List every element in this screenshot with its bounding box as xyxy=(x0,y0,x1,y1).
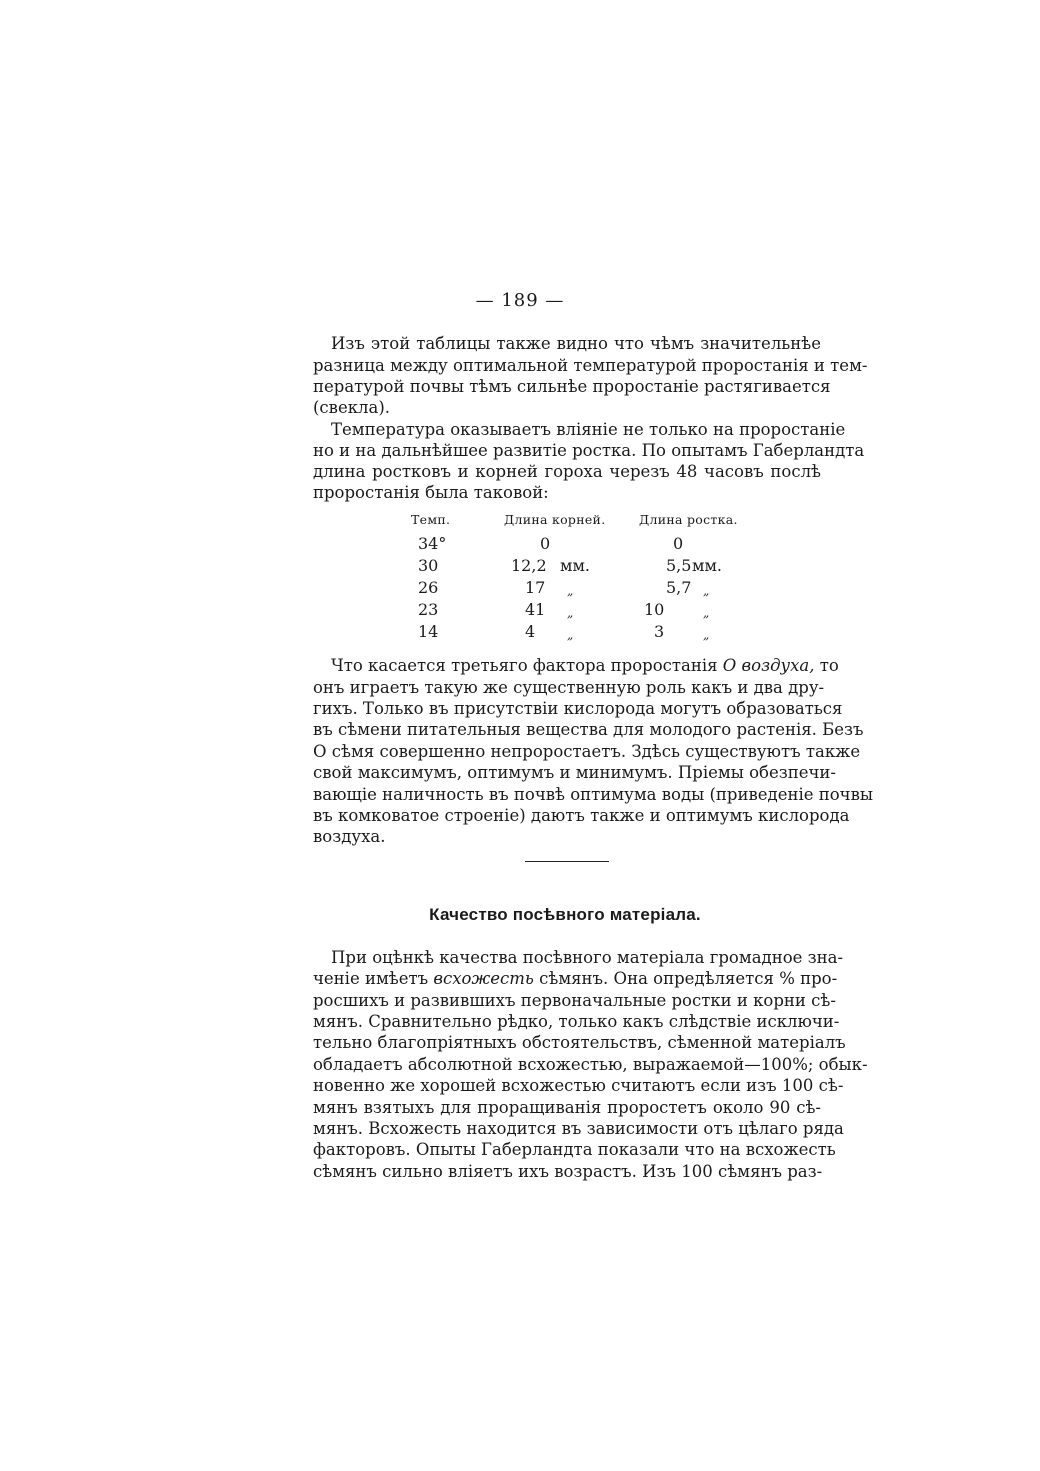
text-line: разница между оптимальной температурой проростанія и тем- xyxy=(313,356,868,375)
text-line: ченіе имѣетъ всхожесть сѣмянъ. Она опредѣляется % про- xyxy=(313,969,838,988)
text-line: Что касается третьяго фактора проростанія О воздуха, то xyxy=(331,656,839,675)
text-line: Температура оказываетъ вліяніе не только на проростаніе xyxy=(331,420,846,439)
text-line: факторовъ. Опыты Габерландта показали что на всхожесть xyxy=(313,1140,836,1159)
table-cell-sprout-unit: „ xyxy=(703,628,710,642)
text-line: новенно же хорошей всхожестью считаютъ если изъ 100 сѣ- xyxy=(313,1076,844,1095)
table-cell-temp: 23 xyxy=(418,600,439,619)
table-cell-root-unit: „ xyxy=(567,606,574,620)
section-heading: Качество посѣвного матеріала. xyxy=(429,905,701,924)
text-line: росшихъ и развившихъ первоначальные ростки и корни сѣ- xyxy=(313,991,836,1010)
text-line: мянъ взятыхъ для проращиванія проростетъ около 90 сѣ- xyxy=(313,1098,821,1117)
text-line: обладаетъ абсолютной всхожестью, выражаемой—100%; обык- xyxy=(313,1055,868,1074)
table-cell-sprout-unit: мм. xyxy=(692,556,722,575)
text-line: воздуха. xyxy=(313,827,386,846)
text-line: онъ играетъ такую же существенную роль какъ и два дру- xyxy=(313,678,825,697)
text-line: тельно благопріятныхъ обстоятельствъ, сѣменной матеріалъ xyxy=(313,1033,846,1052)
table-cell-sprout-unit: „ xyxy=(703,584,710,598)
text-line: въ сѣмени питательныя вещества для молодого растенія. Безъ xyxy=(313,720,864,739)
table-cell-temp: 26 xyxy=(418,578,439,597)
table-cell-sprout: 5,5 xyxy=(666,556,692,575)
text-line: мянъ. Сравнительно рѣдко, только какъ слѣдствіе исключи- xyxy=(313,1012,840,1031)
table-cell-sprout-unit: „ xyxy=(703,606,710,620)
text-line: гихъ. Только въ присутствіи кислорода могутъ образоваться xyxy=(313,699,843,718)
italic-term: О воздуха, xyxy=(722,656,815,675)
table-cell-root: 17 xyxy=(525,578,546,597)
text-line: При оцѣнкѣ качества посѣвного матеріала громадное зна- xyxy=(331,948,844,967)
table-header-root-length: Длина корней. xyxy=(504,512,606,527)
text-line: пературой почвы тѣмъ сильнѣе проростаніе растягивается xyxy=(313,377,831,396)
page-number: — 189 — xyxy=(475,290,565,311)
table-cell-temp: 14 xyxy=(418,622,439,641)
text-line: сѣмянъ сильно вліяетъ ихъ возрастъ. Изъ 100 сѣмянъ раз- xyxy=(313,1162,823,1181)
table-cell-sprout: 3 xyxy=(654,622,665,641)
table-cell-temp: 34° xyxy=(418,534,447,553)
text-line: но и на дальнѣйшее развитіе ростка. По опытамъ Габерландта xyxy=(313,441,865,460)
table-cell-root: 12,2 xyxy=(511,556,547,575)
table-cell-root-unit: мм. xyxy=(560,556,590,575)
table-cell-sprout: 0 xyxy=(673,534,684,553)
text-line: проростанія была таковой: xyxy=(313,483,549,502)
text-line: Изъ этой таблицы также видно что чѣмъ значительнѣе xyxy=(331,334,821,353)
table-header-sprout-length: Длина ростка. xyxy=(639,512,738,527)
table-cell-root-unit: „ xyxy=(567,628,574,642)
italic-term: всхожесть xyxy=(433,969,534,988)
text-line: (свекла). xyxy=(313,398,391,417)
table-cell-sprout: 5,7 xyxy=(666,578,692,597)
text-line: О сѣмя совершенно непроростаетъ. Здѣсь существуютъ также xyxy=(313,742,861,761)
table-cell-root: 4 xyxy=(525,622,536,641)
table-cell-root: 41 xyxy=(525,600,546,619)
text-line: свой максимумъ, оптимумъ и минимумъ. Пріемы обезпечи- xyxy=(313,763,836,782)
section-divider xyxy=(525,861,609,862)
text-line: мянъ. Всхожесть находится въ зависимости отъ цѣлаго ряда xyxy=(313,1119,844,1138)
table-cell-root: 0 xyxy=(540,534,551,553)
table-header-temp: Темп. xyxy=(411,512,451,527)
text-line: вающіе наличность въ почвѣ оптимума воды (приведеніе почвы xyxy=(313,785,874,804)
text-line: въ комковатое строеніе) даютъ также и оптимумъ кислорода xyxy=(313,806,850,825)
table-cell-temp: 30 xyxy=(418,556,439,575)
text-line: длина ростковъ и корней гороха черезъ 48 часовъ послѣ xyxy=(313,462,821,481)
table-cell-sprout: 10 xyxy=(644,600,665,619)
table-cell-root-unit: „ xyxy=(567,584,574,598)
